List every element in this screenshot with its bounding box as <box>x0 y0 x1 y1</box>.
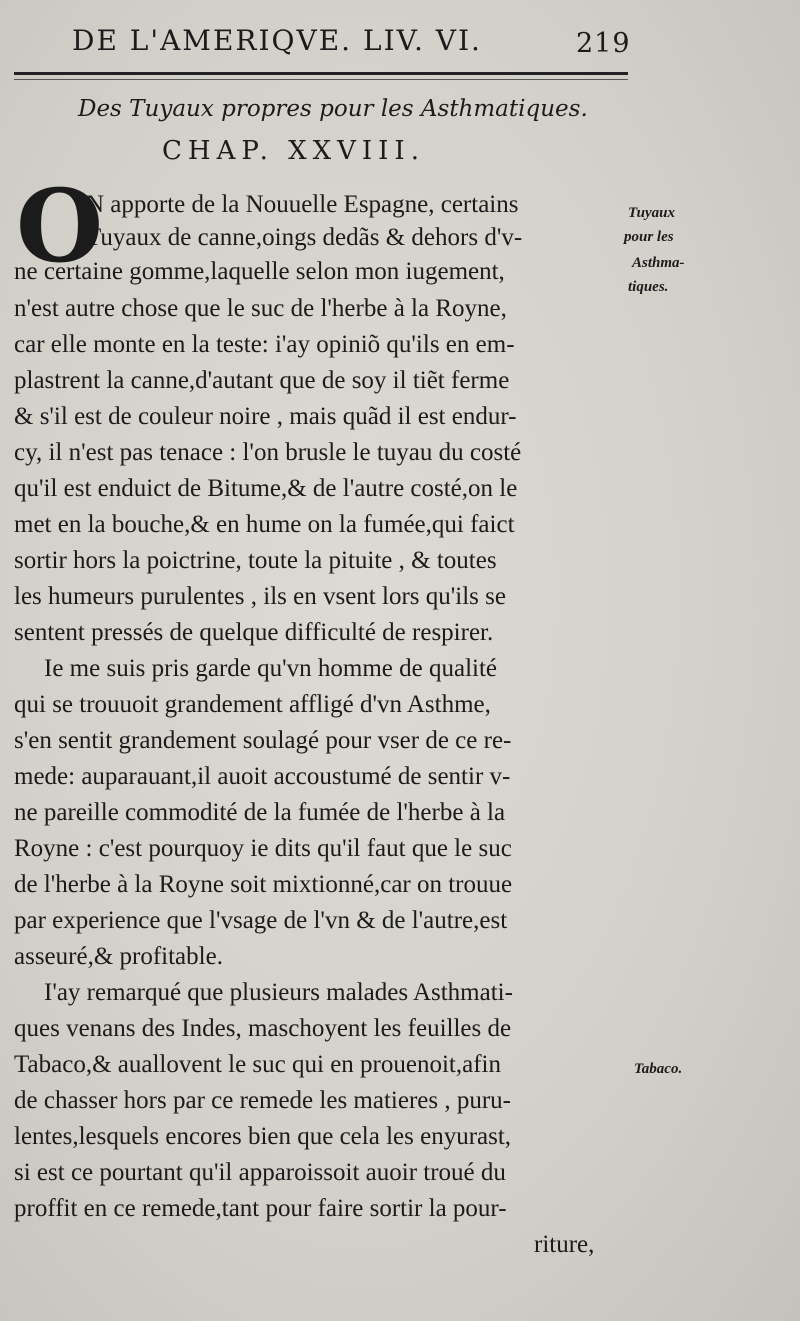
marginal-note: tiques. <box>628 279 669 295</box>
text-line: N apporte de la Nouuelle Espagne, certains <box>86 191 519 218</box>
marginal-note: Tuyaux <box>628 205 675 221</box>
text-line: s'en sentit grandement soulagé pour vser de ce re- <box>14 727 512 754</box>
text-line: Ie me suis pris garde qu'vn homme de qualité <box>44 655 498 682</box>
text-line: de chasser hors par ce remede les matieres , puru- <box>14 1087 511 1114</box>
drop-cap: O <box>16 167 104 285</box>
chapter-number: CHAP. XXVIII. <box>162 136 425 166</box>
text-line: sentent pressés de quelque difficulté de respirer. <box>14 619 494 646</box>
text-line: car elle monte en la teste: i'ay opiniõ qu'ils en em- <box>14 331 515 358</box>
header-rule <box>14 72 628 75</box>
marginal-note: Tabaco. <box>634 1061 683 1077</box>
text-line: met en la bouche,& en hume on la fumée,qui faict <box>14 511 515 538</box>
text-line: Tuyaux de canne,oings dedãs & dehors d'v- <box>86 224 523 251</box>
text-line: proffit en ce remede,tant pour faire sortir la pour- <box>14 1195 507 1222</box>
text-line: plastrent la canne,d'autant que de soy il tiẽt ferme <box>14 367 510 394</box>
text-line: ques venans des Indes, maschoyent les feuilles de <box>14 1015 512 1042</box>
chapter-title: Des Tuyaux propres pour les Asthmatiques. <box>78 96 588 122</box>
text-line: n'est autre chose que le suc de l'herbe à la Royne, <box>14 295 507 322</box>
page-number: 219 <box>576 28 631 59</box>
text-line: Royne : c'est pourquoy ie dits qu'il faut que le suc <box>14 835 512 862</box>
text-line: qu'il est enduict de Bitume,& de l'autre costé,on le <box>14 475 518 502</box>
text-line: ne pareille commodité de la fumée de l'herbe à la <box>14 799 506 826</box>
marginal-note: Asthma- <box>632 255 685 271</box>
text-line: ne certaine gomme,laquelle selon mon iugement, <box>14 258 505 285</box>
text-line: asseuré,& profitable. <box>14 943 223 970</box>
text-line: les humeurs purulentes , ils en vsent lors qu'ils se <box>14 583 506 610</box>
running-head: DE L'AMERIQVE. LIV. VI. <box>72 24 482 57</box>
text-line: sortir hors la poictrine, toute la pituite , & toutes <box>14 547 497 574</box>
text-line: cy, il n'est pas tenace : l'on brusle le tuyau du costé <box>14 439 522 466</box>
catchword: riture, <box>534 1231 595 1258</box>
marginal-note: pour les <box>624 229 674 245</box>
text-line: I'ay remarqué que plusieurs malades Asthmati- <box>44 979 513 1006</box>
text-line: si est ce pourtant qu'il apparoissoit auoir troué du <box>14 1159 506 1186</box>
text-line: qui se trouuoit grandement affligé d'vn Asthme, <box>14 691 491 718</box>
text-line: de l'herbe à la Royne soit mixtionné,car on trouue <box>14 871 513 898</box>
text-line: lentes,lesquels encores bien que cela les enyurast, <box>14 1123 512 1150</box>
text-line: mede: auparauant,il auoit accoustumé de sentir v- <box>14 763 511 790</box>
text-line: par experience que l'vsage de l'vn & de l'autre,est <box>14 907 508 934</box>
text-line: & s'il est de couleur noire , mais quãd il est endur- <box>14 403 517 430</box>
header-rule-thin <box>14 79 628 80</box>
text-line: Tabaco,& auallovent le suc qui en prouenoit,afin <box>14 1051 501 1078</box>
